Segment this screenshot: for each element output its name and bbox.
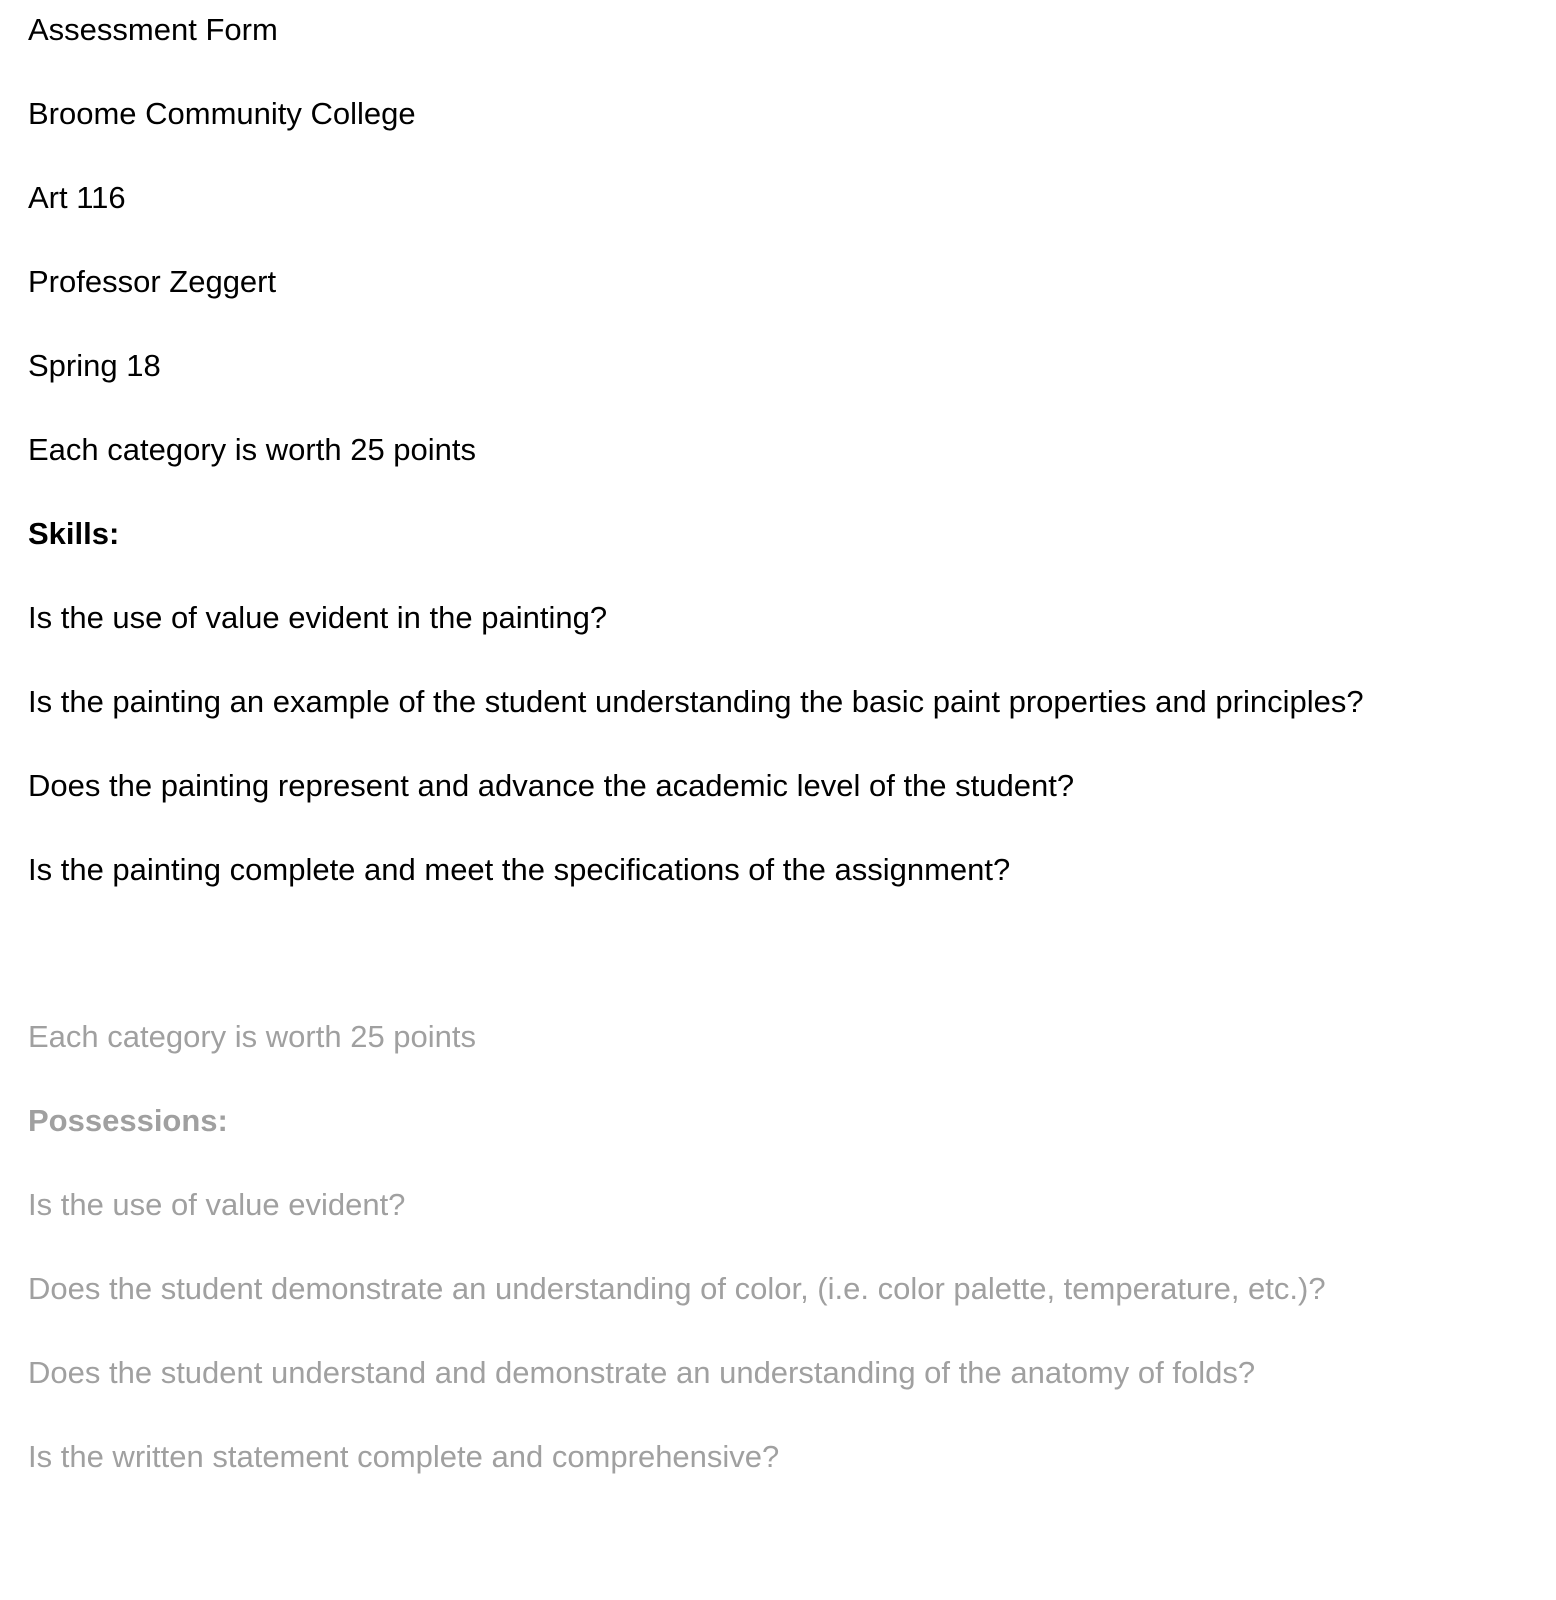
possessions-question: Does the student understand and demonstrate an understanding of the anatomy of folds? xyxy=(28,1355,1256,1390)
course-code: Art 116 xyxy=(28,180,126,215)
possessions-question: Does the student demonstrate an understanding of color, (i.e. color palette, temperature, etc.)? xyxy=(28,1271,1326,1306)
possessions-heading: Possessions: xyxy=(28,1103,228,1138)
possessions-points-note: Each category is worth 25 points xyxy=(28,1019,477,1054)
possessions-question: Is the use of value evident? xyxy=(28,1187,406,1222)
term: Spring 18 xyxy=(28,348,161,383)
skills-heading: Skills: xyxy=(28,516,120,551)
skills-question: Is the use of value evident in the painting? xyxy=(28,600,608,635)
instructor-name: Professor Zeggert xyxy=(28,264,277,299)
form-title: Assessment Form xyxy=(28,12,278,47)
possessions-question: Is the written statement complete and comprehensive? xyxy=(28,1439,780,1474)
skills-question: Is the painting an example of the student understanding the basic paint properties and principles? xyxy=(28,684,1364,719)
institution-name: Broome Community College xyxy=(28,96,416,131)
skills-points-note: Each category is worth 25 points xyxy=(28,432,477,467)
skills-question: Is the painting complete and meet the specifications of the assignment? xyxy=(28,852,1011,887)
skills-question: Does the painting represent and advance the academic level of the student? xyxy=(28,768,1075,803)
